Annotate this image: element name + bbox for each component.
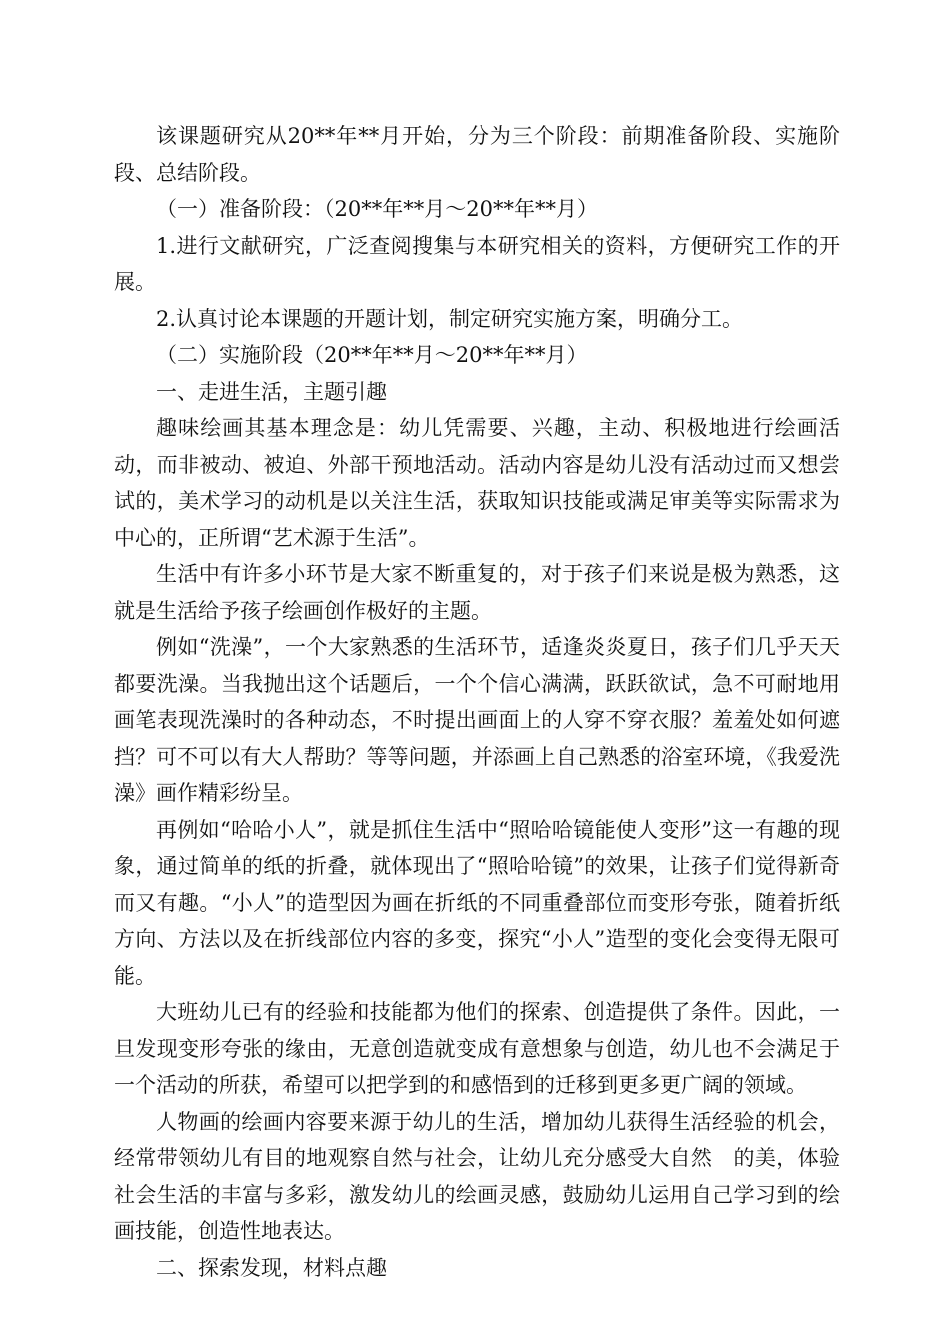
body-paragraph: 例如“洗澡”，一个大家熟悉的生活环节，适逢炎炎夏日，孩子们几乎天天都要洗澡。当我抛出这个话题后，一个个信心满满，跃跃欲试，急不可耐地用画笔表现洗澡时的各种动态，不时提出画面上的人穿不穿衣服？羞羞处如何遮挡？可不可以有大人帮助？等等问题，并添画上自己熟悉的浴室环境，《我爱洗澡》画作精彩纷呈。 — [114, 635, 840, 805]
stage-two-heading: （二）实施阶段（20**年**月～20**年**月） — [156, 343, 588, 367]
stage-one-item-1: 1.进行文献研究，广泛查阅搜集与本研究相关的资料，方便研究工作的开展。 — [114, 233, 840, 294]
document-body — [114, 118, 840, 1286]
section-one-heading: 一、走进生活，主题引趣 — [156, 379, 387, 404]
stage-one-item-2: 2.认真讨论本课题的开题计划，制定研究实施方案，明确分工。 — [156, 306, 744, 331]
body-paragraph: 再例如“哈哈小人”，就是抓住生活中“照哈哈镜能使人变形”这一有趣的现象，通过简单的纸的折叠，就体现出了“照哈哈镜”的效果，让孩子们觉得新奇而又有趣。“小人”的造型因为画在折纸的不同重叠部位而变形夸张，随着折纸方向、方法以及在折线部位内容的多变，探究“小人”造型的变化会变得无限可能。 — [114, 817, 840, 988]
body-paragraph: 人物画的绘画内容要来源于幼儿的生活，增加幼儿获得生活经验的机会，经常带领幼儿有目的地观察自然与社会，让幼儿充分感受大自然 的美，体验社会生活的丰富与多彩，激发幼儿的绘画灵感，鼓励幼儿运用自己学习到的绘画技能，创造性地表达。 — [114, 1109, 840, 1243]
body-paragraph: 趣味绘画其基本理念是：幼儿凭需要、兴趣，主动、积极地进行绘画活动，而非被动、被迫、外部干预地活动。活动内容是幼儿没有活动过而又想尝试的，美术学习的动机是以关注生活，获取知识技能或满足审美等实际需求为中心的，正所谓“艺术源于生活”。 — [114, 416, 840, 550]
intro-paragraph: 该课题研究从20**年**月开始，分为三个阶段：前期准备阶段、实施阶段、总结阶段。 — [114, 124, 840, 185]
body-paragraph: 大班幼儿已有的经验和技能都为他们的探索、创造提供了条件。因此，一旦发现变形夸张的缘由，无意创造就变成有意想象与创造，幼儿也不会满足于一个活动的所获，希望可以把学到的和感悟到的迁移到更多更广阔的领域。 — [114, 1000, 840, 1097]
section-two-heading: 二、探索发现，材料点趣 — [156, 1255, 387, 1280]
body-paragraph: 生活中有许多小环节是大家不断重复的，对于孩子们来说是极为熟悉，这就是生活给予孩子绘画创作极好的主题。 — [114, 562, 840, 623]
stage-one-heading: （一）准备阶段：（20**年**月～20**年**月） — [156, 197, 598, 221]
